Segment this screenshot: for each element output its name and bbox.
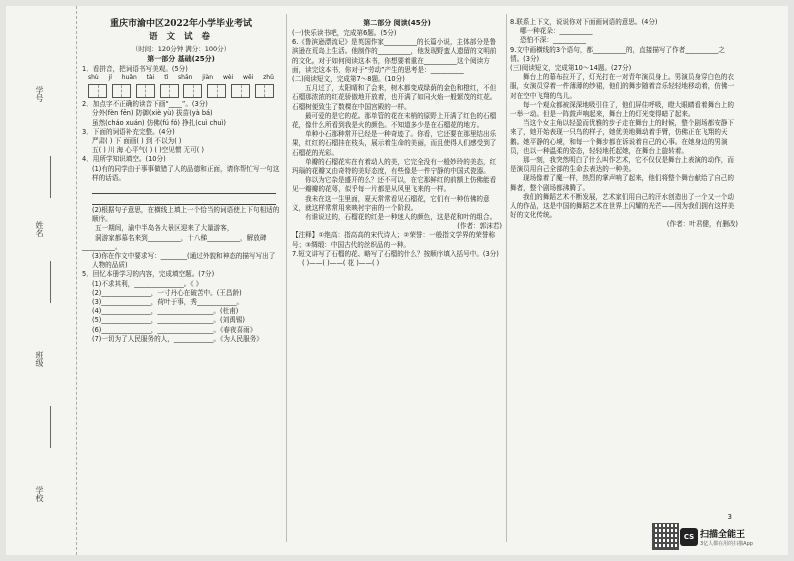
qr-code-icon [652,523,679,550]
passage-paragraph: 当这个女主角以轻盈而优雅的步子走在舞台上的时候，整个剧场都安静下来了，她开始表现一只鸟的样子，她优美地舞动着手臂，仿佛正在飞翔的天鹅。她平静的心境，和每一个舞步都在诉说着自己的心事。在她身边的男演员，也以一种温柔的姿态，轻轻地托起她，在舞台上旋转着。 [510,119,734,155]
column-divider [286,14,287,542]
pinyin-item: tài [146,74,155,82]
writing-box[interactable] [160,84,179,98]
question-4-2: (2)根据句子意思，在横线上填上一个恰当的词语使上下句相适的顺序。 [92,206,280,224]
reading-section-3: (三)阅读短文，完成第10～14题。(27分) [510,64,632,73]
question-5-line: (3)_______________，荷叶于事，秀____________。 [92,298,244,307]
question-5-line: (1)不求其利，_______________。《 》 [92,279,203,288]
question-4-3: (3)你在作文中要求写：________(通过外貌和神态的描写写出了人物的品质) [92,252,276,270]
pinyin-item: jí [108,74,112,82]
passage-notes: 【注释】①绝高：指高高的宋代诗人；②荣誉：一般指文学界的荣誉称号；③绸缎：中国古代的丝织品的一种。 [292,231,496,249]
pinyin-item: shù [88,74,99,82]
answer-line[interactable] [92,195,276,205]
passage-paragraph: 每一个观众都被深深地吸引住了，他们屏住呼吸，瞪大眼睛看着舞台上的一举一动。但是一阵鼓声响起来，舞台上的灯光变得暗了起来。 [510,100,734,119]
writing-box[interactable] [207,84,226,98]
column-3 [510,18,738,548]
column-2 [292,18,502,548]
question-2: 2．加点字不正确的读音下画“____”。(3分) [82,100,208,109]
exam-subtitle: 语 文 试 卷 [149,32,213,42]
question-4-2-text: 五一期间，渝中半岛各大景区迎来了大量游客， [95,224,234,233]
question-6: 6.《鲁滨逊漂流记》是英国作家__________的长篇小说，主体部分是鲁滨逊在荒岛上生活。他制作的__________，他发现野蛮人遗留的文明前的文化。对于如何阅读这本书，你想要着重在__________这个阅读方面，读完这本书，你对于“劳动”产生的思考是：__________ [292,38,497,74]
binding-strip [6,6,77,555]
question-9: 9.文中画横线的3个语句，都__________的，直接描写了作者__________之情。(3分) [510,45,725,63]
pinyin-item: zhǔ [263,74,274,82]
question-2-line: 分外(fèn fēn) 防御(xiè yù) 拔苗(yà bá) [92,109,213,118]
reading-section-2: (二)阅读短文，完成第7～8题。(10分) [292,75,405,84]
passage-paragraph: 我们的舞蹈艺术不断发展，艺术家们用自己的汗水创造出了一个又一个动人的作品，这是中国的舞蹈艺术在世界上闪耀的光芒——因为我们拥有这样美好的文化传统。 [510,192,735,220]
writing-box[interactable] [183,84,202,98]
reading-section-1: (一)快乐读书吧，完成第6题。(5分) [292,29,397,37]
question-3: 3．下面的词语补充完整。(4分) [82,127,175,136]
question-5-line: (7)一切为了人民服务的人，____________。《为人民服务》 [92,334,263,343]
passage-paragraph: 那一刻，我突然明白了什么叫作艺术，它不仅仅是舞台上表演的动作，而是演员用自己全部的生命去表达的一种美。 [510,156,734,174]
pinyin-item: wèi [222,74,234,82]
writing-box[interactable] [88,84,107,98]
writing-box[interactable] [136,84,155,98]
writing-box[interactable] [112,84,131,98]
column-1 [82,18,280,548]
page-number: 3 [727,513,732,521]
question-8-b: 恐怕不深：__________ [520,36,586,45]
pinyin-item: tǐ [164,74,169,82]
writing-box[interactable] [255,84,274,98]
passage-paragraph: 单种小石那种常开已经是一种奇迹了。你看，它还要在那里结出乐果，红红的石榴挂在枝头，展示着生命的美丽，而且使得人们感受到了石榴花的光彩。 [292,130,497,157]
question-5: 5．回忆本册学习的内容，完成填空题。(7分) [82,270,215,279]
passage-paragraph: 舞台上的幕布拉开了，灯光打在一对青年演员身上。男演员身穿白色的衣服，女演员穿着一件薄薄的纱裙，他们的舞步随着音乐轻轻地移动着，仿佛一对在空中飞翔的鸟儿。 [510,73,735,100]
binding-label-school: 学校 [35,486,44,502]
passage-paragraph: 有谁说过的，石榴花的红是一种迷人的颜色，这是花和叶的组合。 [305,213,497,222]
pinyin-item: wēi [243,74,254,82]
binding-line [50,156,51,198]
question-5-line: (2)_______________，一寸丹心在破苦中。(王昌龄) [92,288,242,297]
passage-paragraph: 现场像着了魔一样，热烈的掌声响了起来，他们将整个舞台献给了自己的舞者，整个剧场都沸腾了。 [510,174,734,192]
binding-line [50,406,51,448]
passage-author: (作者：郭沫若) [457,222,502,231]
writing-box[interactable] [231,84,250,98]
passage-author: (作者：叶君健，有删改) [666,220,738,229]
binding-label-name: 姓名 [35,221,44,237]
passage-paragraph: 我未在这一生里面，夏天常常看见石榴花，它们有一种仿佛的意义，就这样常常用来映衬宇宙的一个阶段。 [292,194,490,212]
column-divider [506,14,507,542]
question-8: 8.联系上下文，说说你对下面画词语的意思。(4分) [510,18,658,26]
pinyin-row [82,74,280,82]
question-1: 1．看拼音，把词语书写美观。(5分) [82,65,188,73]
scanner-app-tagline: 3亿人都在用的扫描App [700,541,753,547]
question-8-a: 哪一种花朵：__________ [520,27,593,36]
passage-paragraph: 五月过了，太阳晴和了会来，树木都变成绿荫的金色和橙红，不但石榴那浓浓的红花骄傲地开放着，也开满了如同火焰一般繁茂的红花。石榴树便致生了数棵在中国宫殿的一样。 [292,84,497,111]
exam-info: （时间：120分钟 满分：100分） [131,45,231,53]
part1-heading: 第一部分 基础(25分) [147,55,215,63]
question-7: 7.短文讲写了石榴的花、略写了石榴的什么？按顺序填入括号中。(3分) [292,249,499,258]
answer-line[interactable] [92,184,276,194]
question-4-2-text: 洞游家都慕名来到__________，十八梯__________，解放碑__________。 [82,233,267,251]
question-5-line: (6)_______________，_________________。《春夜喜雨》 [92,325,257,334]
pinyin-item: shān [178,74,193,82]
passage-paragraph: 最可爱的是它的花。那单管的花在末梢的原野上开满了红色的石榴花，像什么所看到我是火的颜色。不知道多少是在石榴花的地方。 [292,111,497,130]
passage-paragraph: 单瓣的石榴花实在有着动人的美，它完全没有一般妙玲的美态，红玛瑙的花瓣又由奇特的美好态度，有些像是一件宁静的中国式瓷器。 [292,157,497,176]
camscanner-logo-icon: CS [680,528,698,546]
pinyin-item: huǎn [121,74,137,82]
question-5-line: (4)_______________，_________________。(杜甫) [92,307,239,316]
binding-line [50,261,51,303]
pinyin-item: jiàn [202,74,214,82]
question-7-answer: ( )——( )——( 花 )——( ) [302,259,380,268]
question-3-line: 五( ) 川 海 心平气( ) ( )空见惯 无可( ) [92,146,204,155]
part2-heading: 第二部分 阅读(45分) [363,19,431,27]
binding-label-student-id: 学号 [35,86,44,102]
writing-boxes [82,84,280,98]
question-2-line: 虽然(cháo xuán) 仿佛(fú fó) 挣扎(cuì chuì) [92,118,226,127]
passage-paragraph: 你以为它杂是盛开的么？还不可以，在它那鲜红的前额上仿佛能看见一瓣瓣的花萼，似乎每一片都是从风里飞来的一样。 [292,176,497,194]
exam-title: 重庆市渝中区2022年小学毕业考试 [109,19,253,29]
binding-label-class: 班级 [35,351,44,367]
question-4-1: (1)有的同学由于事事做错了人的品德和正面，请你帮忙写一句这样的话语。 [92,164,280,182]
question-4: 4．用所学知识填空。(10分) [82,155,166,164]
scanner-app-name: 扫描全能王 [700,530,746,540]
question-3-line: 严肃( ) 下 面画( ) 到 不以为( ) [92,137,182,146]
question-5-line: (5)_______________，_________________。(刘禹锡) [92,316,245,325]
